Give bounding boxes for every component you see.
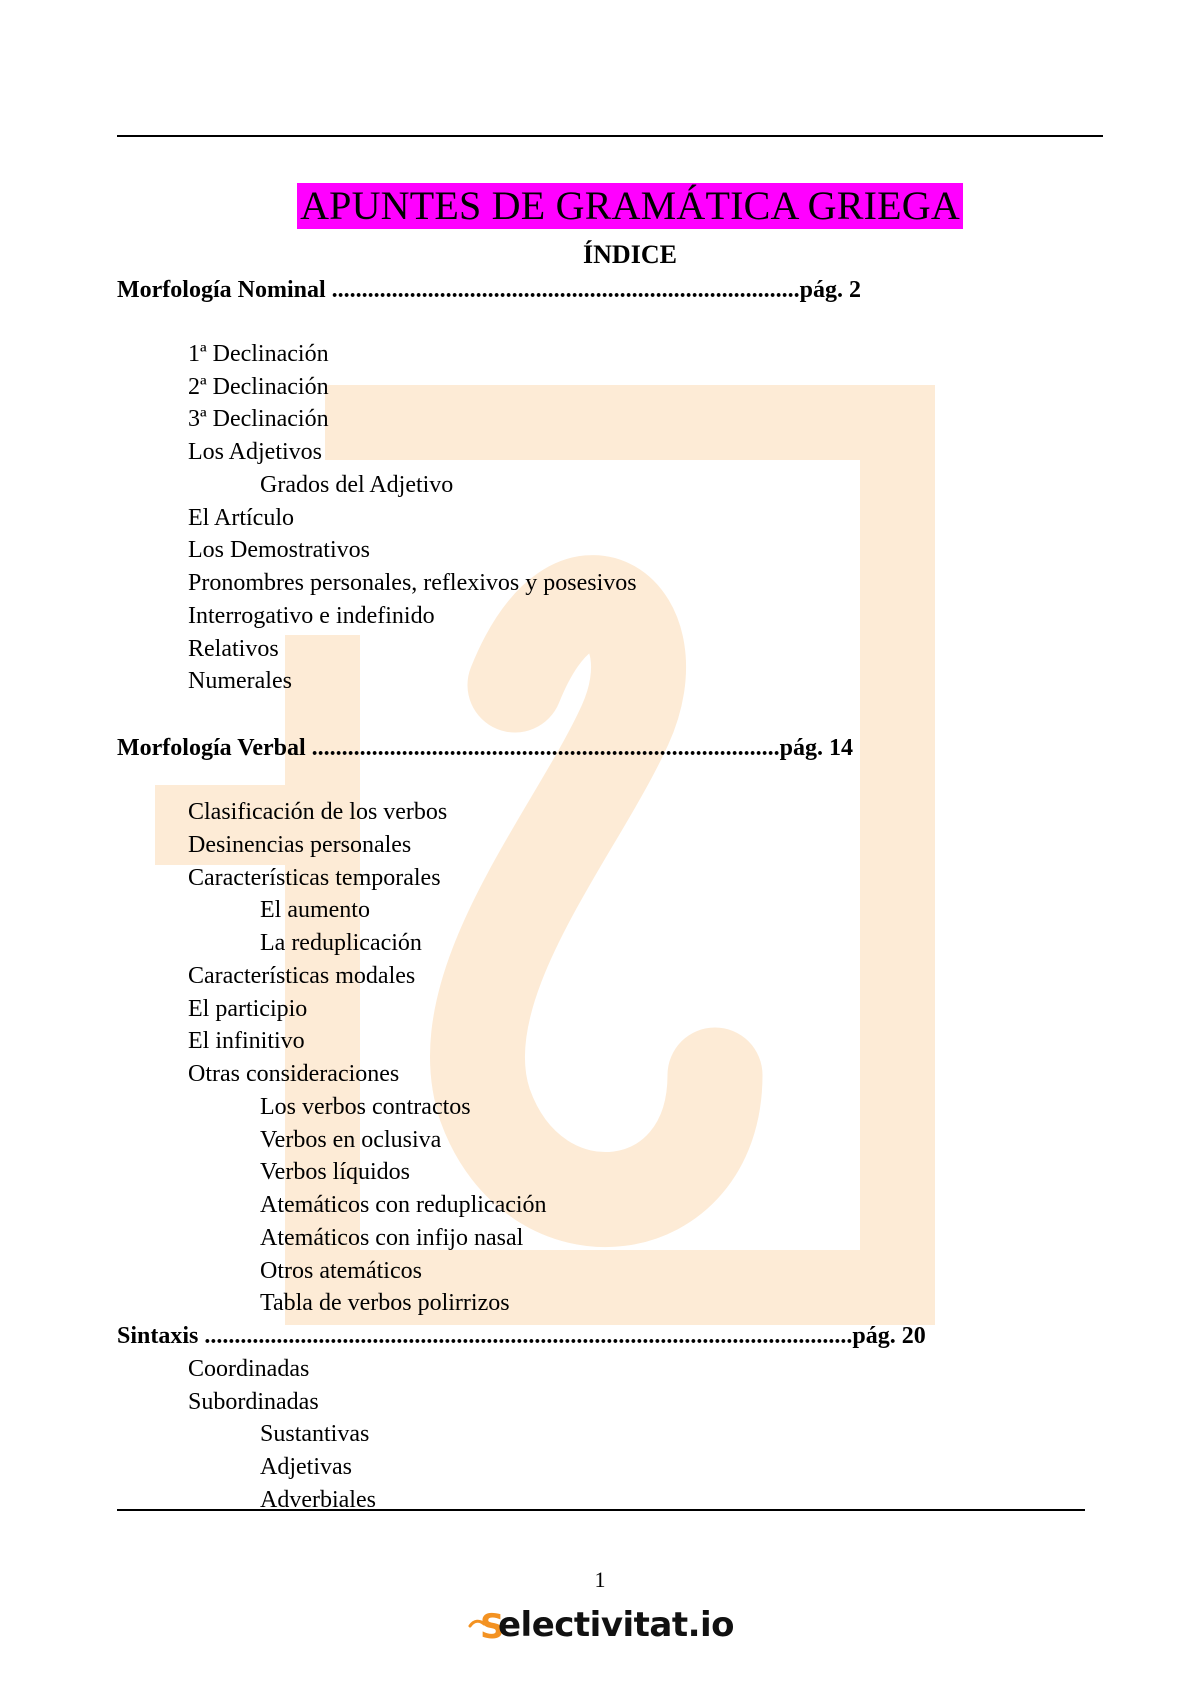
section-sintaxis[interactable]: Sintaxis ............................................................................................................pág. 20 [117,1323,926,1349]
toc-item[interactable]: Los Adjetivos [188,439,323,465]
toc-item[interactable]: Interrogativo e indefinido [188,603,435,629]
toc-item[interactable]: Otras consideraciones [188,1061,400,1087]
document-title: APUNTES DE GRAMÁTICA GRIEGA [297,183,963,229]
toc-subitem[interactable]: La reduplicación [260,930,422,956]
toc-item[interactable]: 1ª Declinación [188,341,329,367]
toc-subitem[interactable]: Adverbiales [260,1487,376,1513]
toc-item[interactable]: El participio [188,996,308,1022]
toc-item[interactable]: Numerales [188,668,292,694]
toc-subitem[interactable]: Tabla de verbos polirrizos [260,1290,510,1316]
toc-item[interactable]: El Artículo [188,505,294,531]
toc-item[interactable]: Los Demostrativos [188,537,370,563]
svg-text:S: S [480,1607,505,1647]
toc-item[interactable]: 2ª Declinación [188,374,329,400]
toc-subitem[interactable]: Grados del Adjetivo [260,472,454,498]
toc-subitem[interactable]: Verbos en oclusiva [260,1127,442,1153]
toc-item[interactable]: El infinitivo [188,1028,305,1054]
index-heading: ÍNDICE [583,240,677,269]
toc-item[interactable]: Desinencias personales [188,832,412,858]
toc-item[interactable]: Coordinadas [188,1356,310,1382]
top-rule [117,135,1103,137]
toc-subitem[interactable]: Adjetivas [260,1454,352,1480]
toc-item[interactable]: 3ª Declinación [188,406,329,432]
brand-logo[interactable] [468,1600,748,1650]
toc-subitem[interactable]: Verbos líquidos [260,1159,410,1185]
toc-item[interactable]: Clasificación de los verbos [188,799,448,825]
toc-subitem[interactable]: Sustantivas [260,1421,370,1447]
toc-item[interactable]: Características temporales [188,865,441,891]
toc-item[interactable]: Características modales [188,963,416,989]
toc-subitem[interactable]: Atemáticos con reduplicación [260,1192,547,1218]
toc-item[interactable]: Relativos [188,636,279,662]
brand-wordmark: electivitat.io [498,1605,735,1645]
section-morfologia-verbal[interactable]: Morfología Verbal ..............................................................................pág. 14 [117,735,853,761]
toc-item[interactable]: Pronombres personales, reflexivos y posesivos [188,570,637,596]
section-morfologia-nominal[interactable]: Morfología Nominal ..............................................................................pág. 2 [117,277,861,303]
toc-subitem[interactable]: Atemáticos con infijo nasal [260,1225,524,1251]
toc-subitem[interactable]: Otros atemáticos [260,1258,422,1284]
page-number: 1 [594,1567,606,1592]
toc-subitem[interactable]: Los verbos contractos [260,1094,471,1120]
toc-item[interactable]: Subordinadas [188,1389,319,1415]
toc-subitem[interactable]: El aumento [260,897,370,923]
